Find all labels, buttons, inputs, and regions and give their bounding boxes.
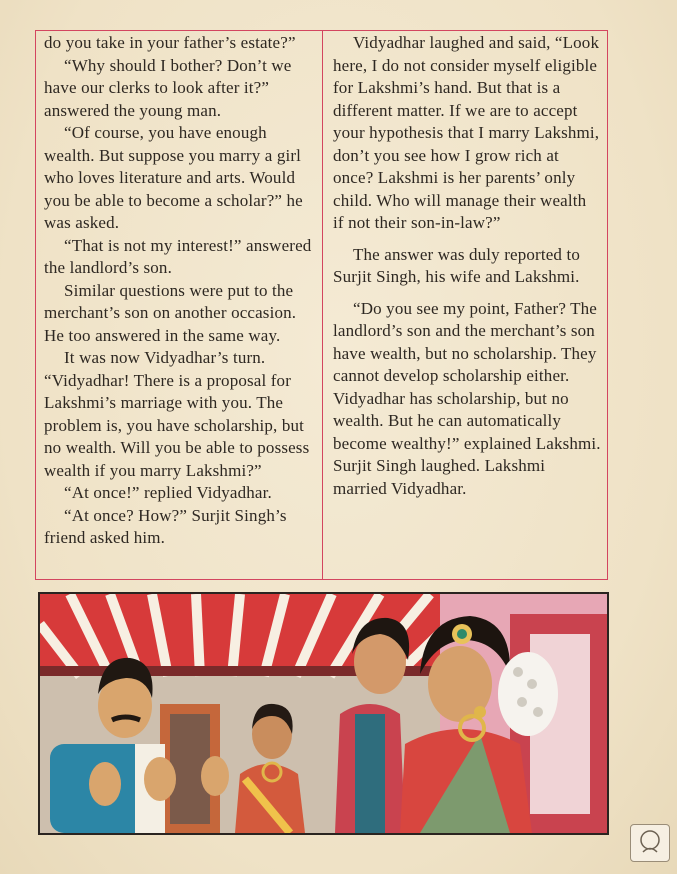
right-para-2: The answer was duly reported to Surjit Singh, his wife and Lakshmi. <box>333 244 580 286</box>
left-para-5: Similar questions were put to the merchant’s son on another occasion. He too answered in the same way. <box>44 280 297 345</box>
illustration-panel <box>38 592 609 835</box>
publisher-logo <box>630 824 670 862</box>
right-text-column <box>333 32 601 500</box>
right-para-1: Vidyadhar laughed and said, “Look here, I do not consider myself eligible for Lakshmi’s hand. But that is a different matter. If we are to accept your hypothesis that I marry Lakshmi, don’t you see how I grow rich at once? Lakshmi is her parents’ only child. Who will manage their wealth if not their son-in-law?” <box>333 33 600 232</box>
left-para-6: It was now Vidyadhar’s turn. “Vidyadhar! There is a proposal for Lakshmi’s marriage with you. The problem is, you have scholarship, but no wealth. Will you be able to possess wealth if you marry Lakshmi?” <box>44 348 310 480</box>
left-para-3: “Of course, you have enough wealth. But suppose you marry a girl who loves literature and arts. Would you be able to become a scholar?” he was asked. <box>44 123 303 232</box>
left-para-7: “At once!” replied Vidyadhar. <box>64 483 272 502</box>
illustration-art <box>40 594 607 833</box>
left-text-column <box>44 32 314 550</box>
right-para-3: “Do you see my point, Father? The landlord’s son and the merchant’s son have wealth, but no scholarship. They cannot develop scholarship either. Vidyadhar has scholarship, but no wealth. But he can automatically become wealthy!” explained Lakshmi. Surjit Singh laughed. Lakshmi married Vidyadhar. <box>333 298 601 498</box>
column-divider <box>322 30 323 580</box>
left-para-4: “That is not my interest!” answered the landlord’s son. <box>44 235 312 277</box>
left-para-2: “Why should I bother? Don’t we have our clerks to look after it?” answered the young man. <box>44 55 292 120</box>
left-para-1: do you take in your father’s estate?” <box>44 33 296 52</box>
left-para-8: “At once? How?” Surjit Singh’s friend asked him. <box>44 505 287 547</box>
